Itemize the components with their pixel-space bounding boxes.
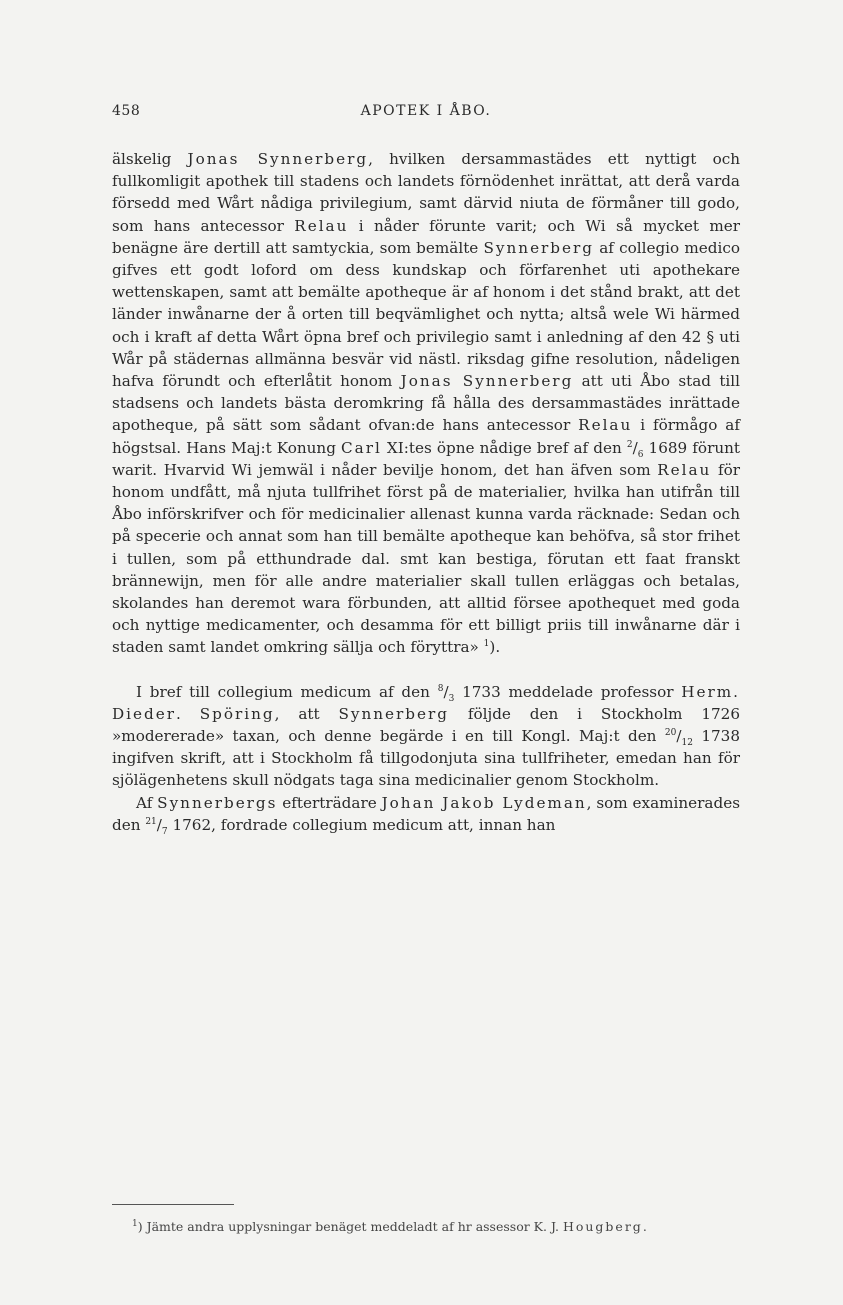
person-name: Hougberg [562, 1219, 643, 1234]
person-name: Relau [578, 416, 633, 435]
person-name: Herm. Dieder [112, 682, 740, 723]
footnote: $^1$) Jämte andra upplysningar benäget meddeladt af hr assessor K. J. Hougberg. [132, 1218, 647, 1234]
paragraph-1: älskelig Jonas Synnerberg, hvilken dersammastädes ett nyttigt och fullkomligit apothek till stadens och landets förnödenhet inrättat, att derå varda försedd med Wårt nådiga privilegium, samt därvid niuta de förmåner till godo, som hans antecessor Relau i nåder förunte varit; och Wi så mycket mer benägne äre dertill att samtyckia, som bemälte Synnerberg af collegio medico gifves ett godt loford om dess kundskap och förfarenhet uti apothekare wettenskapen, samt att bemälte apotheque är af honom i det stånd brakt, att det länder inwånarne der å orten till beqvämlighet och nytta; altså wele Wi härmed och i kraft af detta Wårt öpna bref och privilegio samt i anledning af den 42 § uti Wår på städernas allmänna besvär vid nästl. riksdag gifne resolution, nådeligen hafva förundt och efterlåtit honom Jonas Synnerberg att uti Åbo stad till stadsens och landets bästa deromkring få hålla des dersammastädes inrättade apotheque, på sätt som sådant ofvan:de hans antecessor Relau i förmågo af högstsal. Hans Maj:t Konung Carl XI:tes öpne nådige bref af den $^2/_6$ 1689 förunt warit. Hvarvid Wi jemwäl i nåder bevilje honom, det han äfven som Relau för honom undfått, må njuta tullfrihet först på de materialier, hvilka han utifrån till Åbo införskrifver och för medicinalier allenast kunna varda räcknade: Sedan och på specerie och annat som han till bemälte apotheque kan behöfva, så stor frihet i tullen, som på etthundrade dal. smt kan bestiga, förutan ett faat franskt brännewijn, men för alle andre materialier skall tullen erläggas och betalas, skolandes han deremot wara förbunden, att alltid försee apothequet med goda och nyttige medicamenter, och desamma för ett billigt priis till inwånarne där i staden samt landet omkring sällja och föryttra» $^1$). [112, 150, 740, 657]
person-name: Synnerberg [338, 704, 449, 723]
running-title: APOTEK I ÅBO. [360, 103, 492, 119]
paragraph-3: Af Synnerbergs efterträdare Johan Jakob Lydeman, som examinerades den $^{21}/_7$ 1762, fordrade collegium medicum att, innan han [112, 793, 740, 837]
date-fraction: $^{21}/_7$ [145, 815, 168, 837]
person-name: Johan Jakob Lydeman [381, 793, 587, 812]
person-name: Jonas Synnerberg [187, 150, 369, 168]
person-name: Carl [341, 438, 382, 457]
person-name: Relau [657, 460, 712, 479]
person-name: Spöring [199, 704, 275, 723]
person-name: Relau [294, 216, 349, 235]
page-number: 458 [112, 103, 141, 119]
footnote-reference[interactable]: 1 [483, 639, 490, 650]
date-fraction: $^2/_6$ [626, 438, 644, 460]
footnote-marker: 1 [132, 1218, 138, 1229]
person-name: Jonas Synnerberg [400, 372, 574, 391]
person-name: Synnerbergs [157, 793, 278, 812]
paragraph-2: I bref till collegium medicum af den $^8/_3$ 1733 meddelade professor Herm. Dieder. Spöring, att Synnerberg följde den i Stockholm 1726 »modererade» taxan, och denne begärde i en till Kongl. Maj:t den $^{20}/_{12}$ 1738 ingifven skrift, att i Stockholm få tillgodonjuta sina tullfriheter, emedan han för sjölägenhetens skull nödgats taga sina medicinalier genom Stockholm. [112, 682, 740, 790]
footnote-divider [112, 1204, 234, 1205]
date-fraction: $^{20}/_{12}$ [664, 727, 693, 749]
page-header [112, 103, 740, 125]
body-text [112, 148, 740, 836]
person-name: Synnerberg [483, 238, 595, 257]
date-fraction: $^8/_3$ [437, 682, 455, 704]
